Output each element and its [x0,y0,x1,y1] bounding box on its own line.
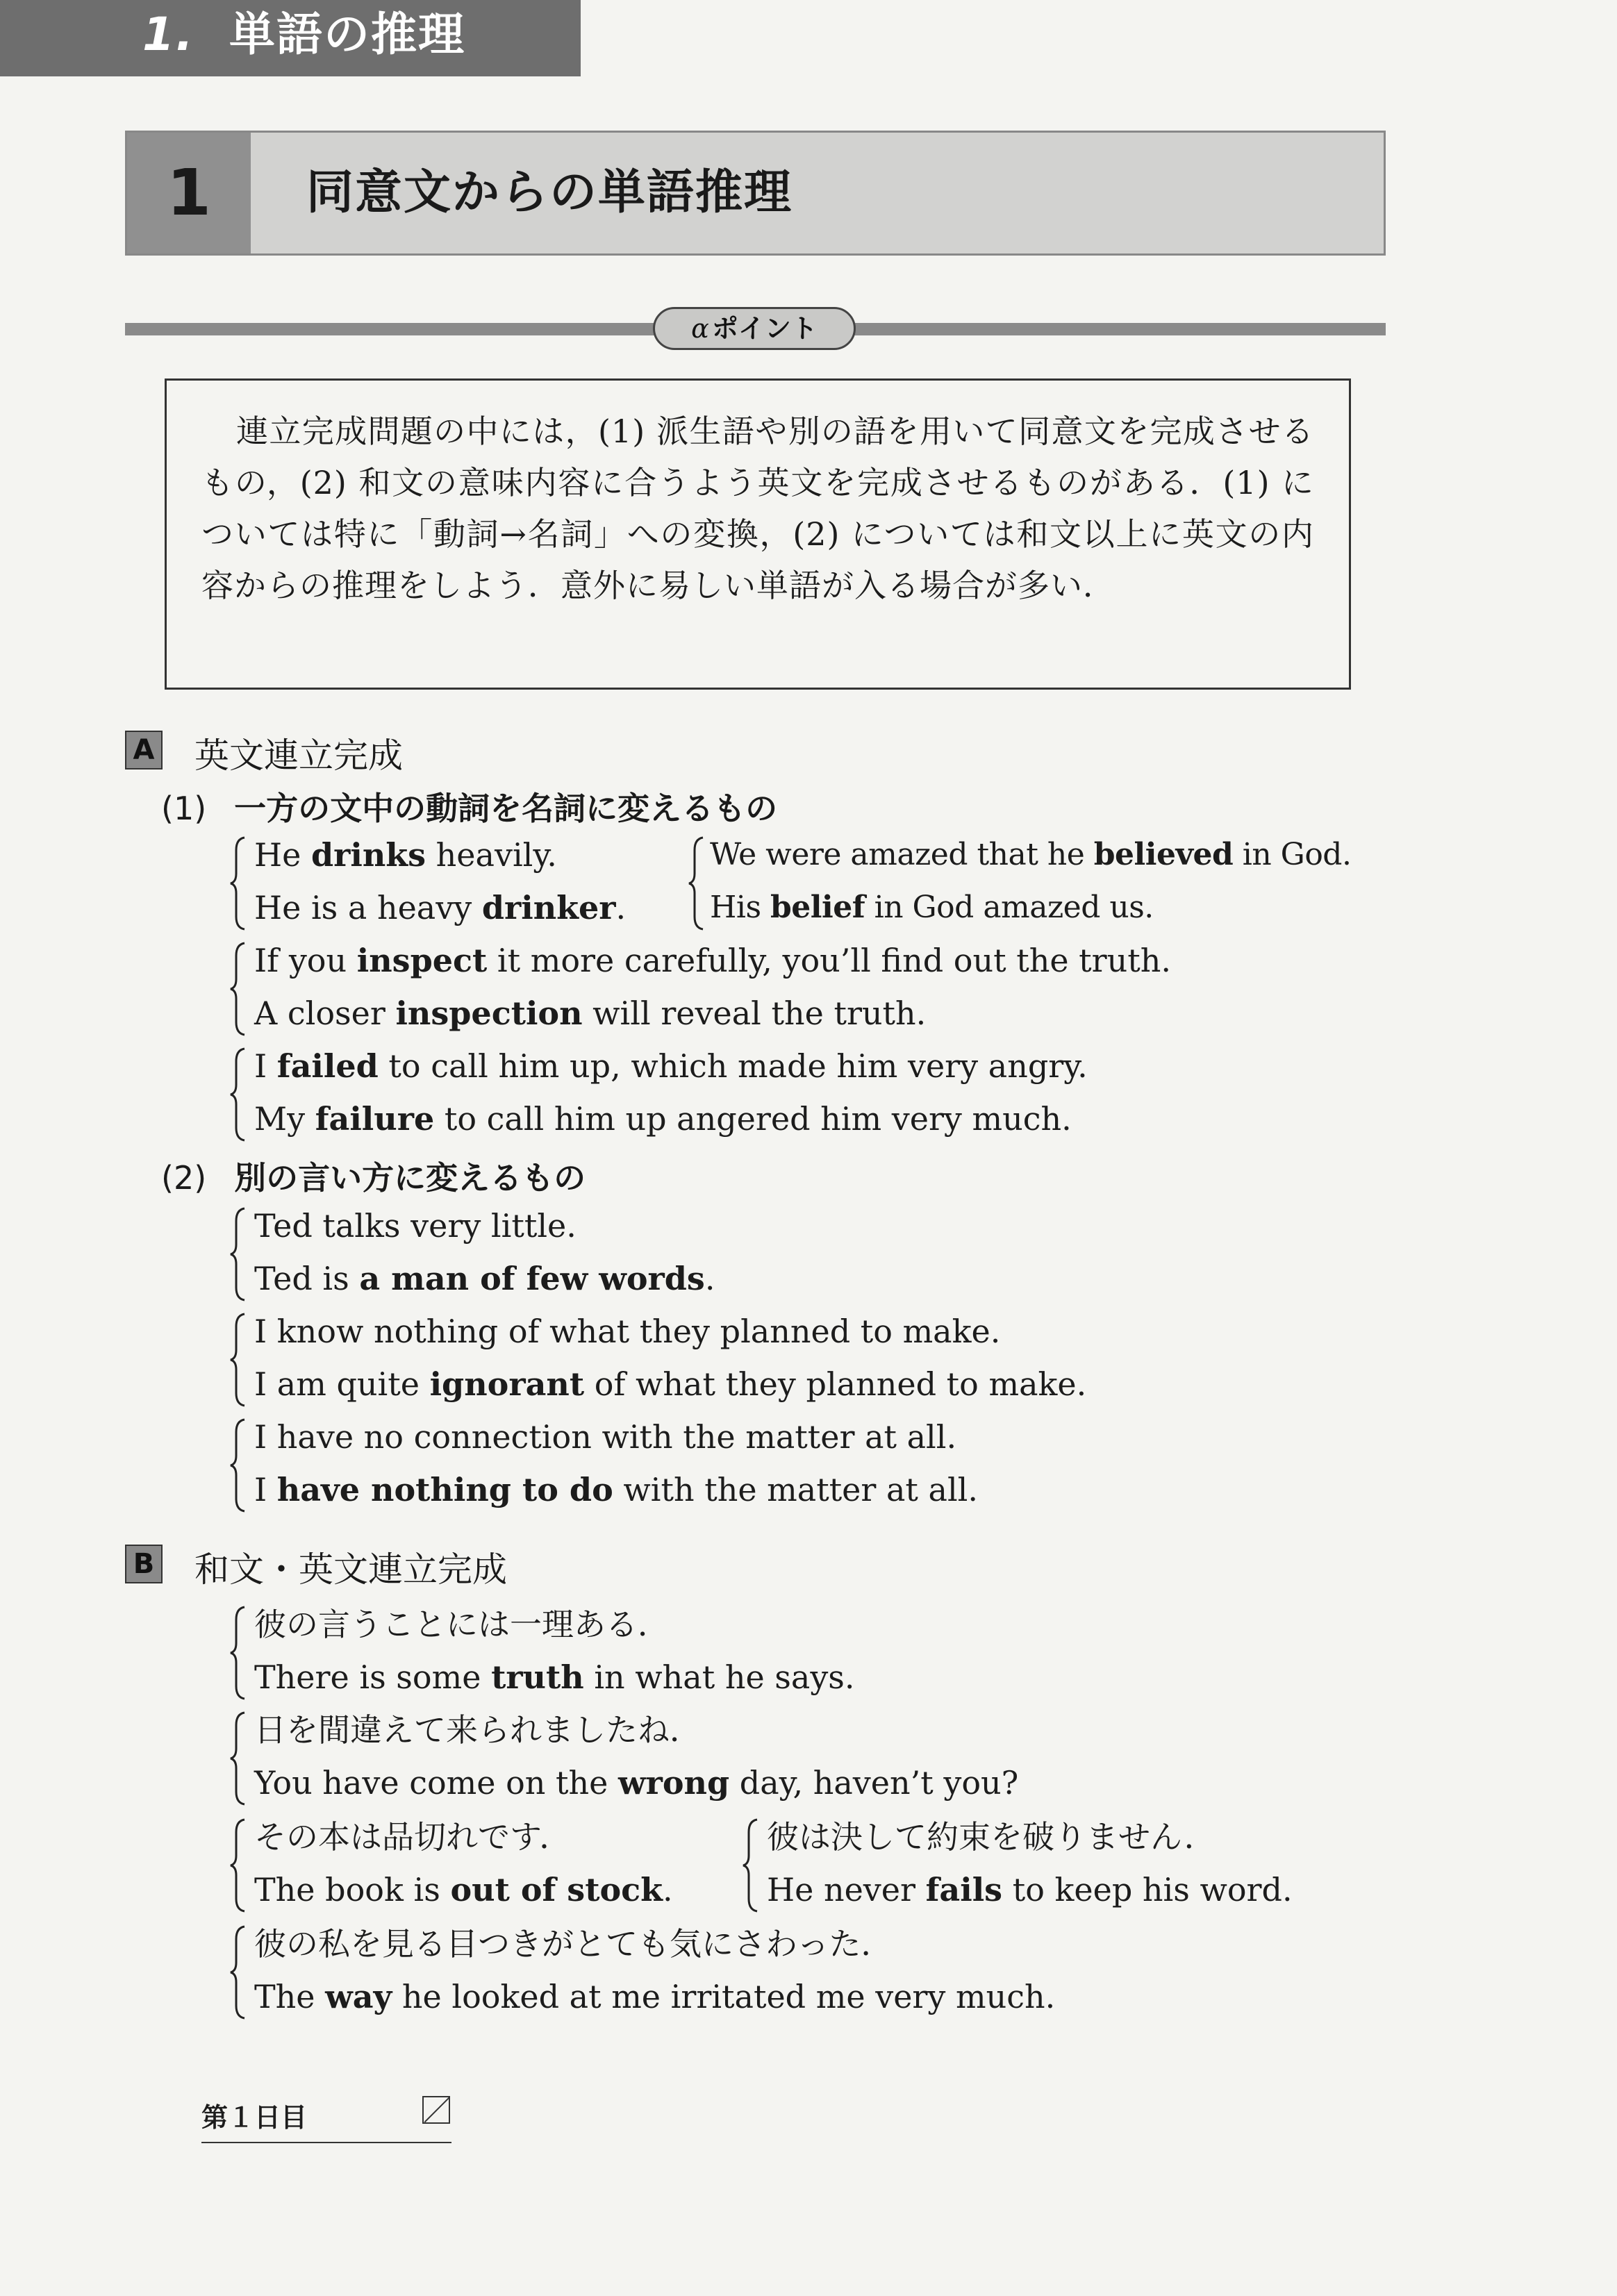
subsection-1-heading [161,783,777,829]
section-a-icon: A [125,731,163,770]
section-b-icon: B [125,1545,163,1583]
alpha-symbol: α [691,313,709,344]
section-number: 1 [127,133,251,253]
checkbox-icon[interactable] [422,2096,450,2124]
japanese-line: 彼の私を見る目つきがとても気にさわった． [254,1925,893,1963]
chapter-title: 単語の推理 [229,8,465,61]
brace-icon [229,1206,250,1303]
japanese-line: 彼の言うことには一理ある． [254,1606,670,1643]
brace-icon [742,1817,763,1914]
english-line: He never fails to keep his word. [767,1871,1293,1908]
sentence-line-2: His belief in God amazed us. [710,890,1154,925]
brace-icon [229,1817,250,1914]
sentence-line-1: Ted talks very little. [254,1207,577,1245]
brace-icon [229,1046,250,1143]
footer-underline [201,2142,451,2143]
subsection-1-number: (1) [161,790,207,827]
sentence-line-1: I know nothing of what they planned to make. [254,1313,1001,1350]
section-header [125,131,1386,256]
chapter-tab [0,0,581,76]
section-title: 同意文からの単語推理 [306,165,793,220]
brace-icon [229,1924,250,2021]
sentence-line-2: My failure to call him up angered him very much. [254,1100,1072,1138]
subsection-1-title: 一方の文中の動詞を名詞に変えるもの [234,790,778,827]
english-line: The way he looked at me irritated me very much. [254,1978,1056,2015]
point-explanation-box [165,378,1351,690]
section-b-title: 和文・英文連立完成 [194,1549,507,1590]
point-badge-label: ポイント [711,313,818,344]
sentence-line-1: He drinks heavily. [254,836,557,874]
brace-icon [229,1311,250,1408]
brace-icon [229,1417,250,1514]
section-a-title: 英文連立完成 [194,735,403,776]
english-line: You have come on the wrong day, haven’t you? [254,1764,1019,1802]
brace-icon [229,940,250,1038]
sentence-line-2: A closer inspection will reveal the truth. [254,995,927,1032]
english-line: The book is out of stock. [254,1871,673,1908]
english-line: There is some truth in what he says. [254,1658,855,1696]
sentence-line-2: Ted is a man of few words. [254,1260,715,1297]
sentence-line-1: I failed to call him up, which made him very angry. [254,1047,1088,1085]
sentence-line-2: I have nothing to do with the matter at all. [254,1471,979,1508]
sentence-line-1: We were amazed that he believed in God. [710,837,1352,872]
brace-icon [229,1604,250,1702]
sentence-line-2: He is a heavy drinker. [254,889,627,926]
japanese-line: 日を間違えて来られましたね． [254,1711,702,1749]
sentence-line-1: I have no connection with the matter at all. [254,1418,957,1456]
japanese-line: その本は品切れです． [254,1818,572,1856]
subsection-2-title: 別の言い方に変えるもの [234,1159,586,1197]
brace-icon [229,1710,250,1807]
sentence-line-1: If you inspect it more carefully, you’ll find out the truth. [254,942,1172,979]
point-badge [653,307,856,350]
japanese-line: 彼は決して約束を破りません． [767,1818,1216,1856]
brace-icon [229,835,250,932]
subsection-2-number: (2) [161,1159,207,1197]
sentence-line-2: I am quite ignorant of what they planned to make. [254,1365,1087,1403]
brace-icon [688,835,708,932]
point-explanation-text: 連立完成問題の中には，(1) 派生語や別の語を用いて同意文を完成させるもの，(2) 和文の意味内容に合うよう英文を完成させるものがある．(1) については特に「動詞→名詞」への変換，(2) については和文以上に英文の内容からの推理をしよう．意外に易しい単語が入る場合が多い． [201,413,1314,604]
chapter-number: 1. [142,8,194,61]
study-day-label: 第１日目 [201,2102,308,2133]
subsection-2-heading [161,1153,586,1199]
